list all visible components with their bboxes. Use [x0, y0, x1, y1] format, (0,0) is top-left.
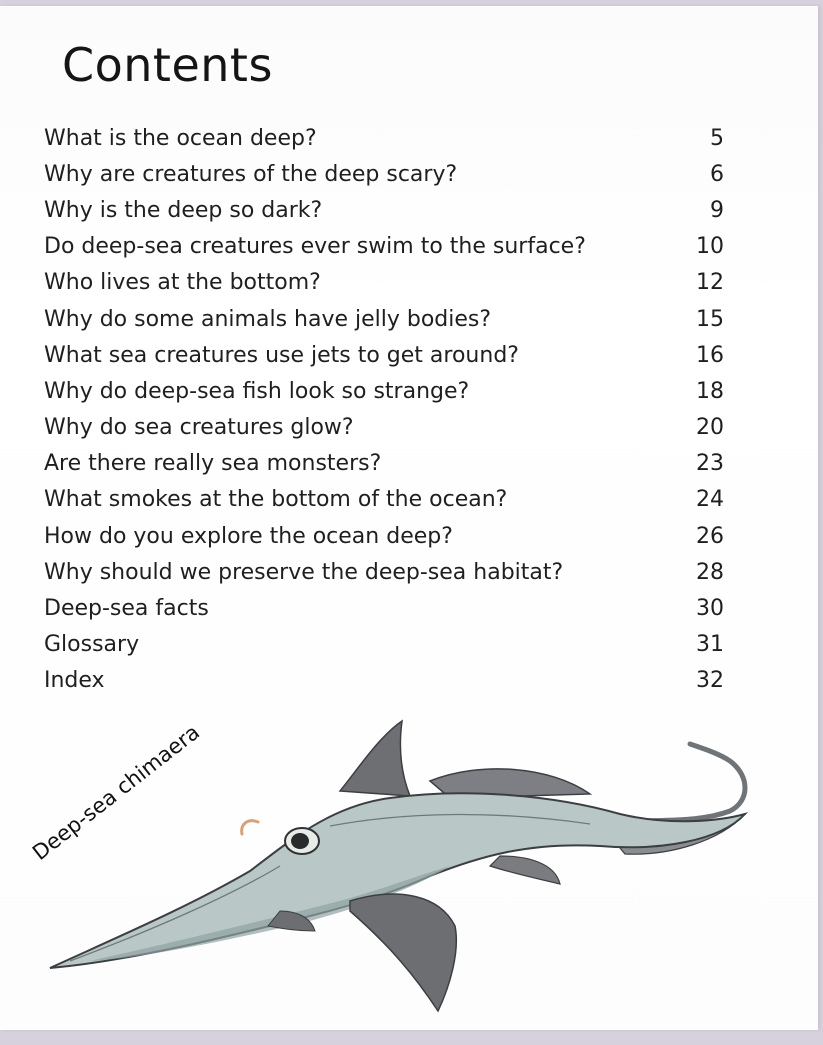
toc-entry[interactable] — [44, 301, 724, 337]
toc-entry[interactable] — [44, 554, 724, 590]
toc-entry[interactable] — [44, 192, 724, 228]
pectoral-fin — [350, 894, 456, 1011]
toc-entry[interactable] — [44, 518, 724, 554]
pelvic-fin — [490, 856, 560, 884]
toc-entry[interactable] — [44, 373, 724, 409]
toc-entry-page: 6 — [710, 161, 724, 187]
toc-entry-label: What sea creatures use jets to get around? — [44, 342, 519, 368]
toc-entry-page: 20 — [696, 415, 724, 441]
toc-entry[interactable] — [44, 410, 724, 446]
toc-entry-label: Are there really sea monsters? — [44, 451, 382, 477]
contents-page — [0, 6, 818, 1030]
toc-entry-label: How do you explore the ocean deep? — [44, 523, 453, 549]
toc-entry-label: Glossary — [44, 632, 140, 658]
toc-entry-page: 31 — [696, 632, 724, 658]
toc-entry-label: Index — [44, 668, 105, 694]
toc-entry-page: 23 — [696, 451, 724, 477]
toc-entry-label: Who lives at the bottom? — [44, 270, 321, 296]
toc-entry-page: 15 — [696, 306, 724, 332]
toc-entry-label: Why do some animals have jelly bodies? — [44, 306, 492, 332]
toc-entry-label: What is the ocean deep? — [44, 125, 317, 151]
toc-entry-label: Do deep-sea creatures ever swim to the surface? — [44, 234, 586, 260]
toc-entry[interactable] — [44, 663, 724, 699]
toc-entry-label: Why should we preserve the deep-sea habitat? — [44, 559, 564, 585]
toc-entry-page: 30 — [696, 596, 724, 622]
toc-entry[interactable] — [44, 265, 724, 301]
chimaera-illustration — [30, 706, 770, 1026]
toc-entry-label: Why are creatures of the deep scary? — [44, 161, 458, 187]
dorsal-fin-front — [340, 721, 410, 796]
toc-entry-label: Why do deep-sea fish look so strange? — [44, 378, 470, 404]
toc-entry-label: Why do sea creatures glow? — [44, 415, 354, 441]
toc-entry[interactable] — [44, 446, 724, 482]
toc-entry[interactable] — [44, 627, 724, 663]
toc-entry-page: 10 — [696, 234, 724, 260]
toc-entry-label: What smokes at the bottom of the ocean? — [44, 487, 508, 513]
table-of-contents — [44, 120, 724, 699]
toc-entry-page: 5 — [710, 125, 724, 151]
toc-entry[interactable] — [44, 590, 724, 626]
toc-entry-page: 9 — [710, 197, 724, 223]
illustration-caption: Deep-sea chimaera — [28, 719, 205, 865]
toc-entry[interactable] — [44, 482, 724, 518]
toc-entry-label: Deep-sea facts — [44, 596, 209, 622]
toc-entry-page: 18 — [696, 378, 724, 404]
toc-entry-page: 24 — [696, 487, 724, 513]
toc-entry[interactable] — [44, 229, 724, 265]
eye-pupil — [291, 833, 309, 849]
toc-entry-page: 12 — [696, 270, 724, 296]
page-title: Contents — [62, 38, 273, 92]
toc-entry[interactable] — [44, 337, 724, 373]
toc-entry-page: 26 — [696, 523, 724, 549]
toc-entry-page: 28 — [696, 559, 724, 585]
toc-entry-label: Why is the deep so dark? — [44, 197, 323, 223]
toc-entry-page: 32 — [696, 668, 724, 694]
toc-entry[interactable] — [44, 120, 724, 156]
toc-entry[interactable] — [44, 156, 724, 192]
head-clasper — [242, 821, 258, 834]
toc-entry-page: 16 — [696, 342, 724, 368]
